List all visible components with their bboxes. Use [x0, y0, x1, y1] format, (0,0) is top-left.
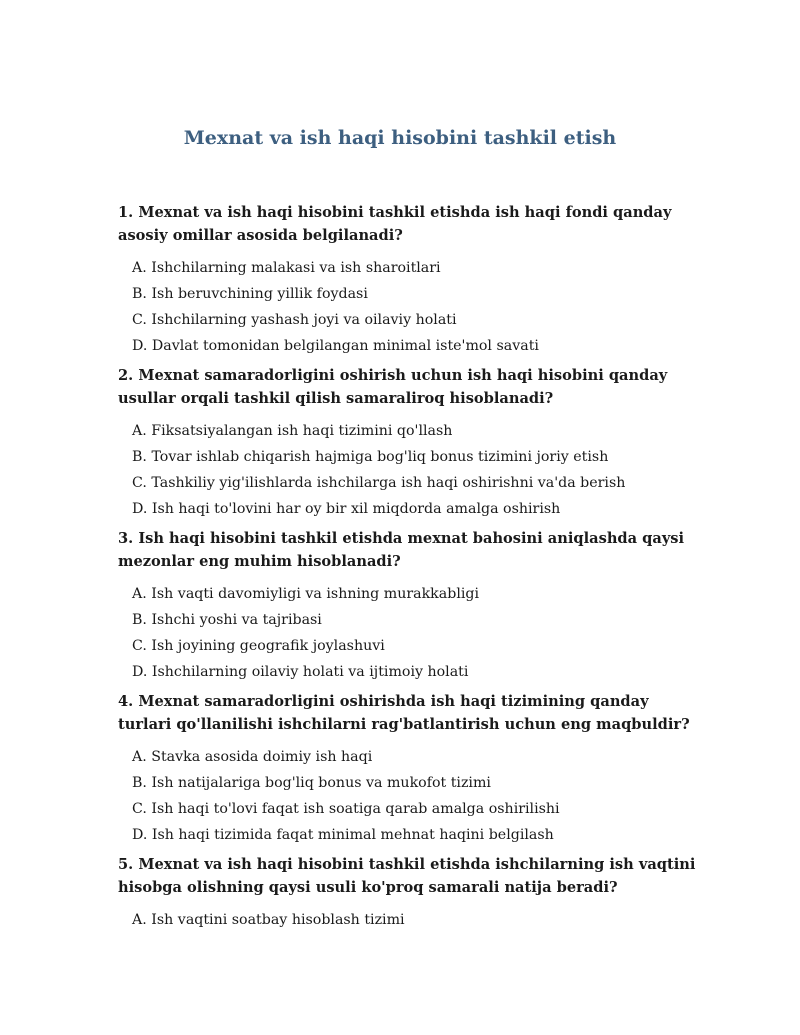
- answer-option: D. Ish haqi tizimida faqat minimal mehnat haqini belgilash: [132, 827, 554, 843]
- answer-option: A. Fiksatsiyalangan ish haqi tizimini qo'llash: [132, 423, 453, 439]
- question-text: 5. Mexnat va ish haqi hisobini tashkil etishda ishchilarning ish vaqtini hisobga olishning qaysi usuli ko'proq samarali natija beradi?: [118, 856, 696, 896]
- answer-option: B. Ishchi yoshi va tajribasi: [132, 612, 322, 628]
- answer-option: D. Davlat tomonidan belgilangan minimal iste'mol savati: [132, 338, 539, 354]
- answer-option: D. Ish haqi to'lovini har oy bir xil miqdorda amalga oshirish: [132, 501, 561, 517]
- answer-options: [132, 255, 698, 359]
- question-text: 3. Ish haqi hisobini tashkil etishda mexnat bahosini aniqlashda qaysi mezonlar eng muhim hisoblanadi?: [118, 530, 685, 570]
- page-title: Mexnat va ish haqi hisobini tashkil etish: [183, 127, 617, 149]
- answer-option: A. Ish vaqtini soatbay hisoblash tizimi: [132, 912, 405, 928]
- answer-option: C. Tashkiliy yig'ilishlarda ishchilarga ish haqi oshirishni va'da berish: [132, 475, 626, 491]
- answer-option: A. Ishchilarning malakasi va ish sharoitlari: [132, 260, 441, 276]
- question-item: [118, 364, 698, 522]
- answer-option: C. Ish joyining geografik joylashuvi: [132, 638, 385, 654]
- answer-option: A. Stavka asosida doimiy ish haqi: [132, 749, 373, 765]
- answer-option: C. Ishchilarning yashash joyi va oilaviy holati: [132, 312, 457, 328]
- answer-options: [132, 418, 698, 522]
- answer-option: B. Tovar ishlab chiqarish hajmiga bog'liq bonus tizimini joriy etish: [132, 449, 609, 465]
- answer-option: D. Ishchilarning oilaviy holati va ijtimoiy holati: [132, 664, 469, 680]
- answer-options: [132, 744, 698, 848]
- question-text: 1. Mexnat va ish haqi hisobini tashkil etishda ish haqi fondi qanday asosiy omillar asosida belgilanadi?: [118, 204, 672, 244]
- question-item: [118, 690, 698, 848]
- answer-options: [132, 581, 698, 685]
- question-text: 4. Mexnat samaradorligini oshirishda ish haqi tizimining qanday turlari qo'llanilishi ishchilarni rag'batlantirish uchun eng maqbuldir?: [118, 693, 690, 733]
- question-item: [118, 201, 698, 359]
- answer-option: B. Ish natijalariga bog'liq bonus va mukofot tizimi: [132, 775, 491, 791]
- answer-option: B. Ish beruvchining yillik foydasi: [132, 286, 368, 302]
- question-list: [118, 201, 698, 938]
- answer-options: [132, 907, 698, 933]
- question-text: 2. Mexnat samaradorligini oshirish uchun ish haqi hisobini qanday usullar orqali tashkil qilish samaraliroq hisoblanadi?: [118, 367, 668, 407]
- answer-option: C. Ish haqi to'lovi faqat ish soatiga qarab amalga oshirilishi: [132, 801, 560, 817]
- answer-option: A. Ish vaqti davomiyligi va ishning murakkabligi: [132, 586, 480, 602]
- question-item: [118, 527, 698, 685]
- question-item: [118, 853, 698, 933]
